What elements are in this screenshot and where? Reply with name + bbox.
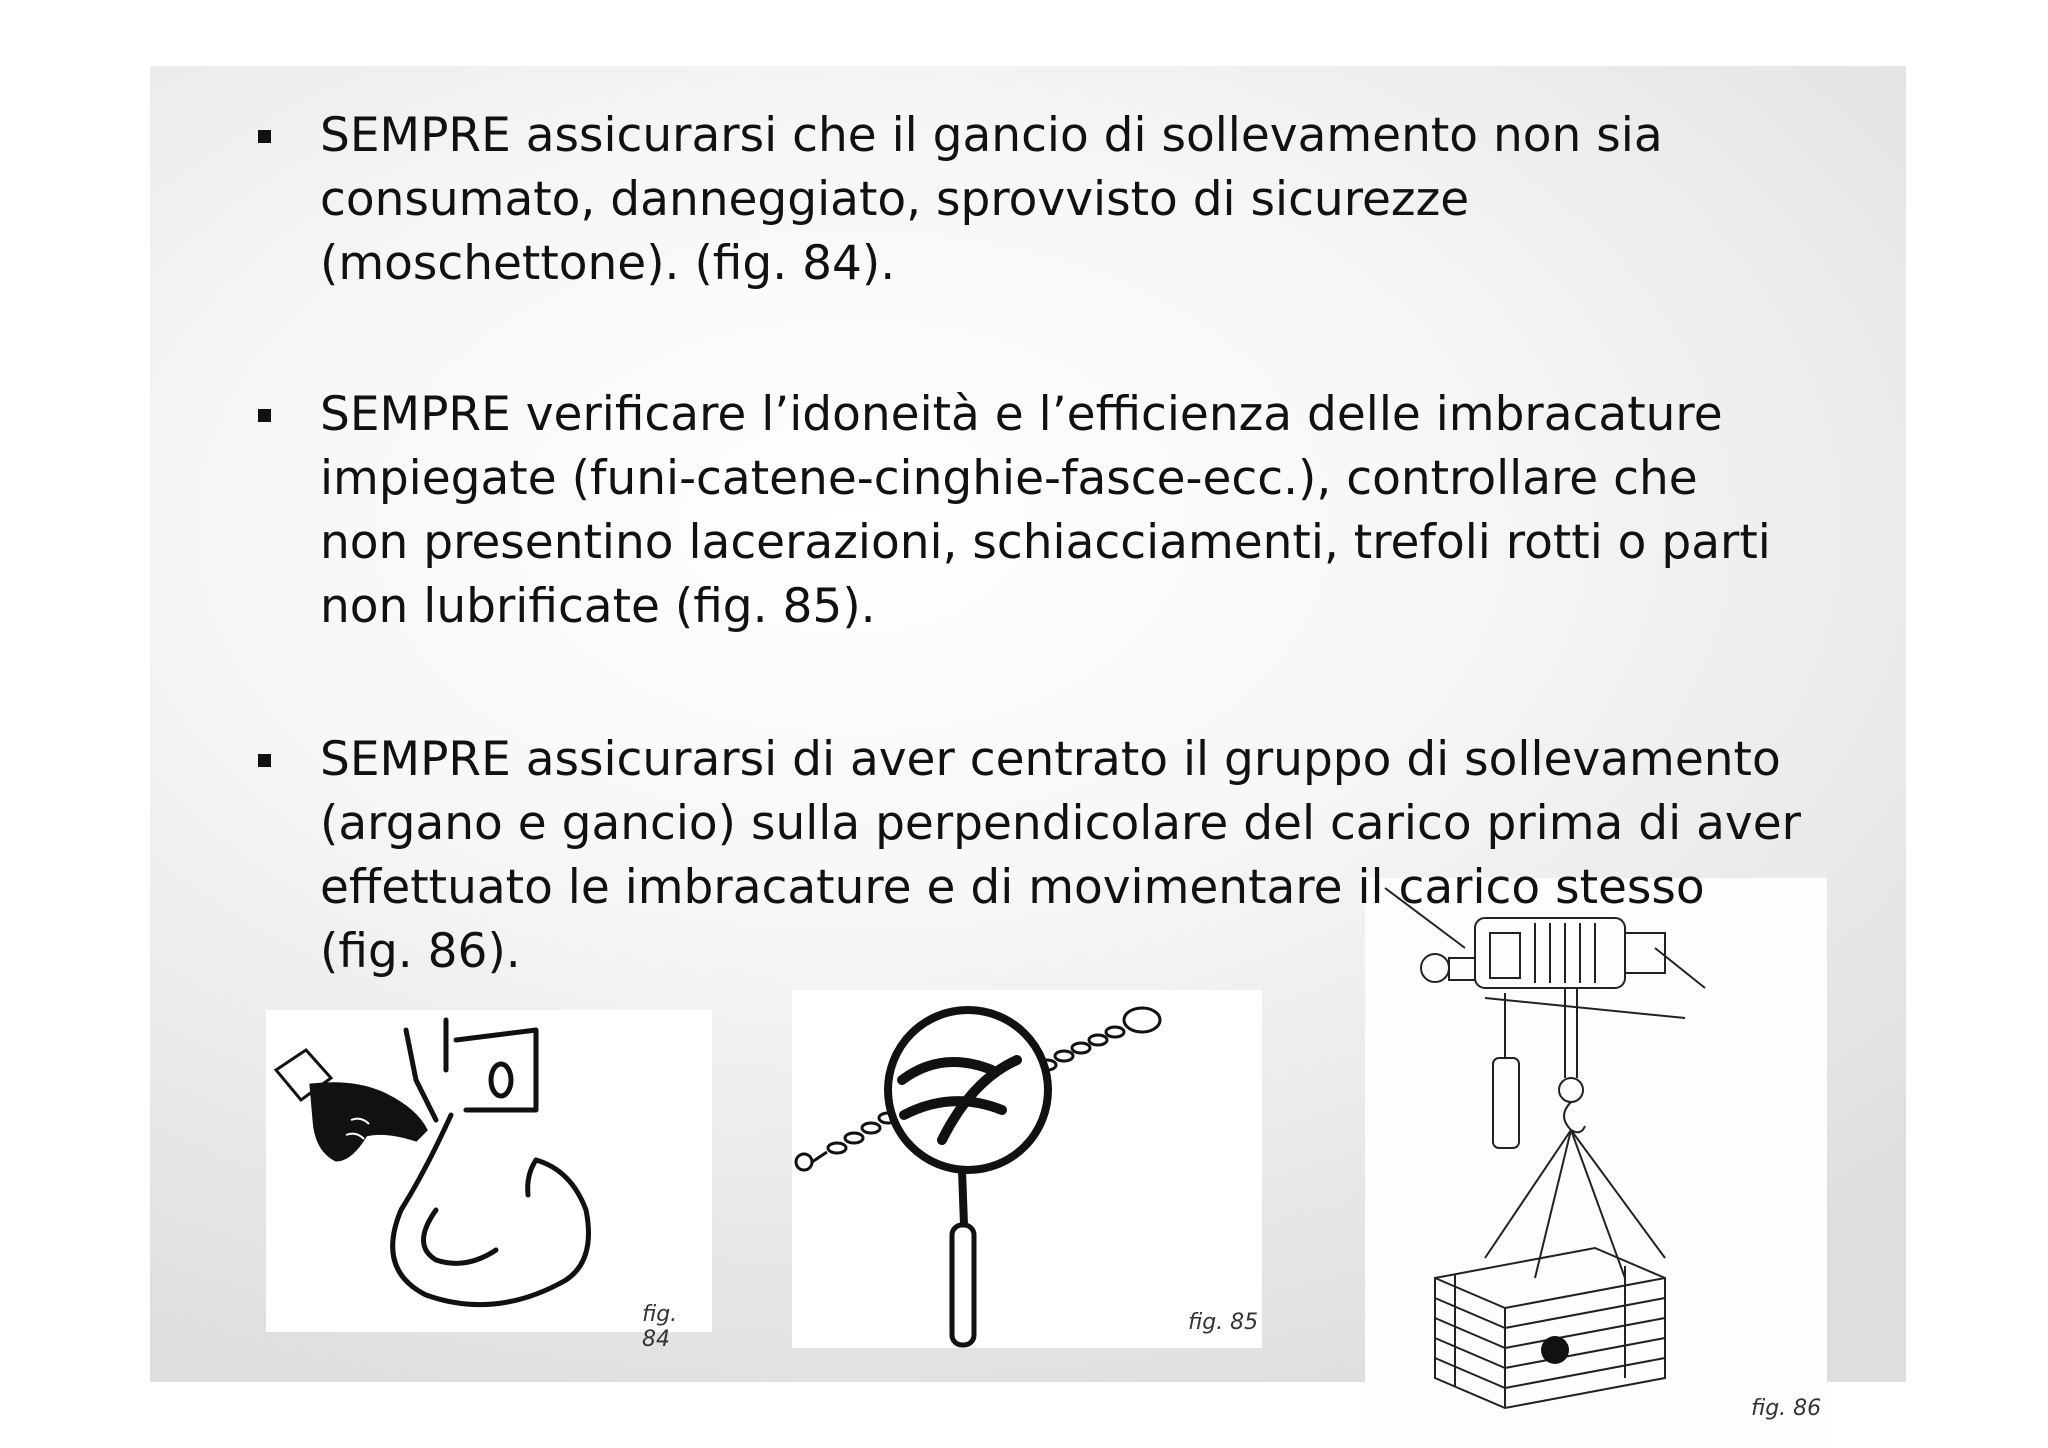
slide [150, 66, 1906, 1421]
bullet-marker [258, 754, 271, 767]
magnifier-chain-icon [792, 990, 1262, 1348]
figure-caption-85: fig. 85 [1188, 1310, 1259, 1335]
bullet-marker [258, 409, 271, 422]
pointing-hand-hook-icon [266, 1010, 712, 1332]
bullet-text-3: SEMPRE assicurarsi di aver centrato il gruppo di sollevamento (argano e gancio) sulla perpendicolare del carico prima di aver effettuato le imbracature e di movimentare il carico stesso (fig. 86). [320, 732, 1801, 979]
figure-84 [266, 1010, 712, 1352]
bullet-text-1: SEMPRE assicurarsi che il gancio di sollevamento non sia consumato, danneggiato, sprovvisto di sicurezze (moschettone). (fig. 84). [320, 108, 1663, 291]
figure-caption-86: fig. 86 [1751, 1396, 1822, 1421]
bullet-text-2: SEMPRE verificare l’idoneità e l’efficienza delle imbracature impiegate (funi-catene-cinghie-fasce-ecc.), controllare che non presentino lacerazioni, schiacciamenti, trefoli rotti o parti non lubrificate (fig. 85). [320, 387, 1771, 634]
figure-85 [792, 990, 1262, 1348]
bullet-marker [258, 130, 271, 143]
figure-caption-84: fig. 84 [642, 1302, 678, 1352]
